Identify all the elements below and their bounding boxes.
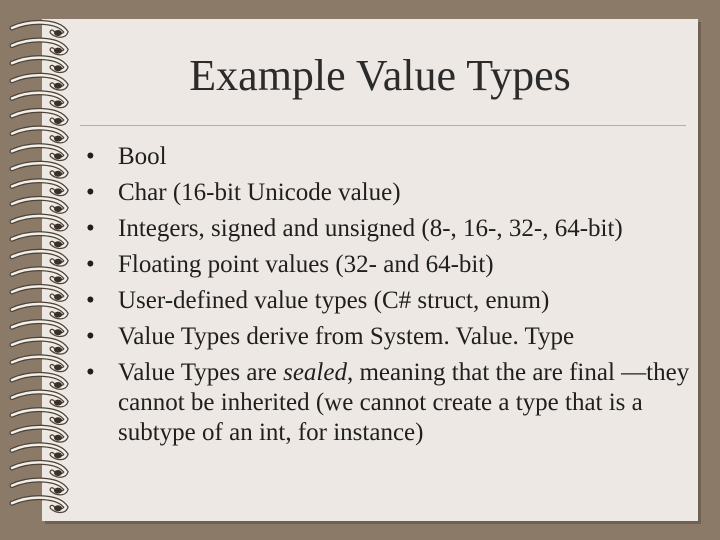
spiral-ring — [12, 216, 66, 230]
bullet-dot: • — [86, 323, 95, 350]
bullet-emphasis: sealed — [283, 359, 347, 386]
title-divider — [80, 125, 686, 126]
bullet-item — [86, 178, 696, 208]
bullet-item — [86, 286, 696, 316]
bullet-dot: • — [86, 359, 95, 386]
spiral-ring — [12, 374, 66, 388]
bullet-item — [86, 250, 696, 280]
spiral-ring — [12, 339, 66, 353]
spiral-ring — [12, 427, 66, 441]
spiral-ring — [12, 128, 66, 142]
spiral-ring — [12, 498, 66, 512]
spiral-ring — [12, 163, 66, 177]
bullet-text: Bool — [118, 143, 167, 170]
bullet-text: User-defined value types (C# struct, enum) — [118, 287, 550, 314]
bullet-list — [86, 142, 696, 454]
spiral-ring — [12, 181, 66, 195]
spiral-ring — [12, 357, 66, 371]
bullet-dot: • — [86, 215, 95, 242]
spiral-ring — [12, 58, 66, 72]
spiral-ring — [12, 22, 66, 36]
bullet-text: Value Types derive from System. Value. Type — [118, 323, 575, 350]
bullet-text-part: , meaning that the are final —they cannot be inherited (we cannot create a type that is a subtype of an int, for instance) — [118, 359, 690, 446]
bullet-dot: • — [86, 251, 95, 278]
spiral-ring — [12, 286, 66, 300]
bullet-text — [118, 359, 689, 446]
spiral-binding-icon — [0, 0, 90, 540]
spiral-ring — [12, 146, 66, 160]
bullet-text: Floating point values (32- and 64-bit) — [118, 251, 494, 278]
bullet-text: Char (16-bit Unicode value) — [118, 179, 401, 206]
spiral-ring — [12, 198, 66, 212]
spiral-ring — [12, 40, 66, 54]
spiral-ring — [12, 75, 66, 89]
bullet-text-part: Value Types are — [118, 359, 284, 386]
bullet-item — [86, 358, 696, 448]
bullet-dot: • — [86, 287, 95, 314]
bullet-text: Integers, signed and unsigned (8-, 16-, 32-, 64-bit) — [118, 215, 623, 242]
slide-title: Example Value Types — [189, 51, 571, 100]
spiral-ring — [12, 251, 66, 265]
spiral-ring — [12, 445, 66, 459]
spiral-ring — [12, 269, 66, 283]
spiral-ring — [12, 462, 66, 476]
spiral-ring — [12, 234, 66, 248]
bullet-dot: • — [86, 179, 95, 206]
spiral-ring — [12, 93, 66, 107]
spiral-ring — [12, 110, 66, 124]
bullet-item — [86, 142, 696, 172]
bullet-item — [86, 322, 696, 352]
spiral-ring — [12, 304, 66, 318]
spiral-ring — [12, 322, 66, 336]
spiral-ring — [12, 480, 66, 494]
bullet-dot: • — [86, 143, 95, 170]
spiral-ring — [12, 392, 66, 406]
spiral-ring — [12, 410, 66, 424]
bullet-item — [86, 214, 696, 244]
